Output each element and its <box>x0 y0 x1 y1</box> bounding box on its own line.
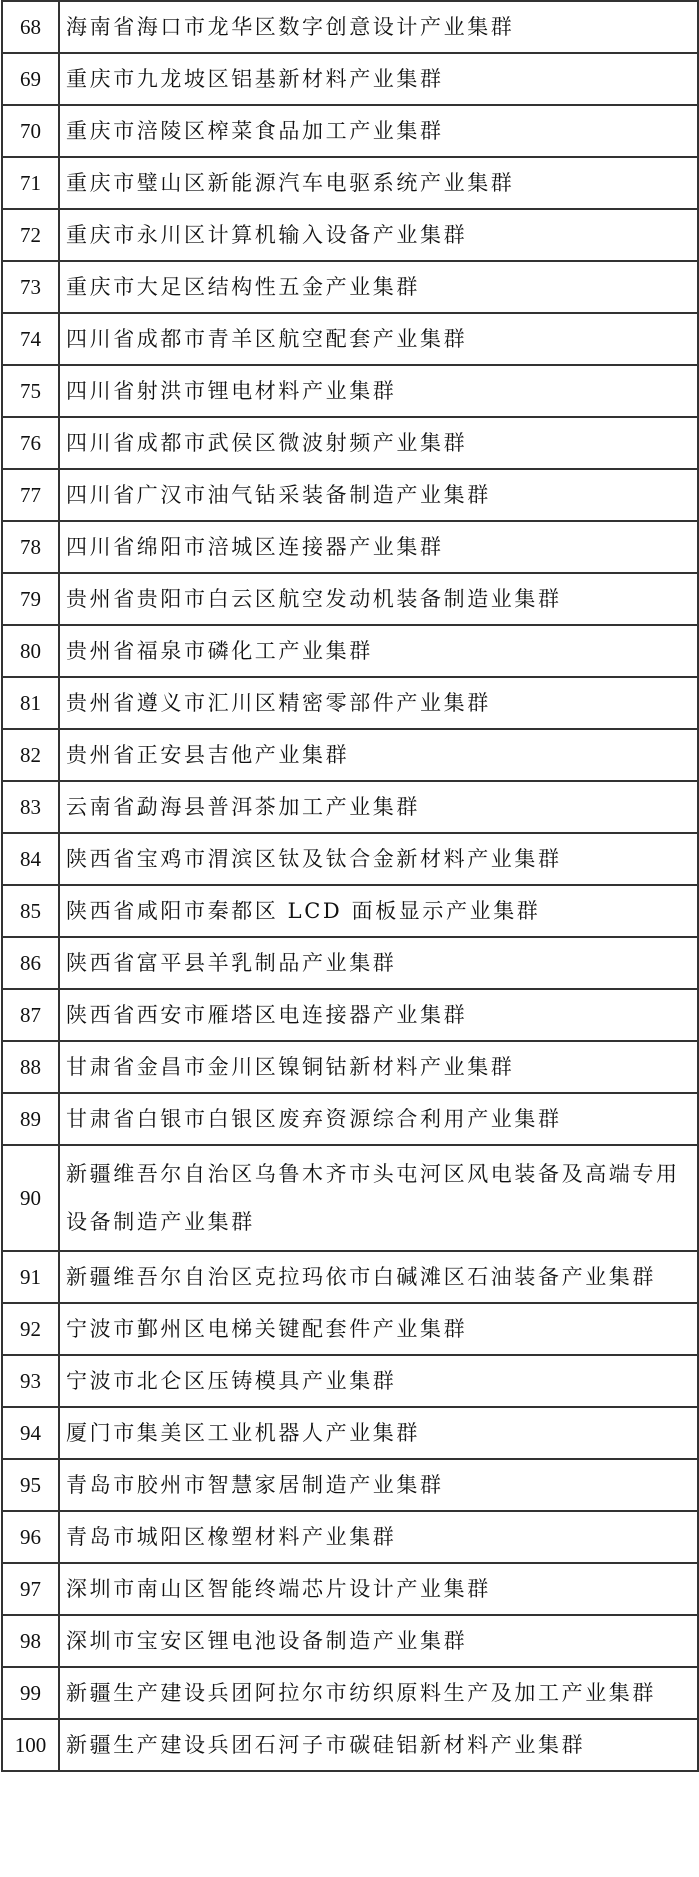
cluster-name: 贵州省正安县吉他产业集群 <box>59 729 698 781</box>
table-row <box>2 1041 698 1093</box>
row-number: 71 <box>2 157 59 209</box>
row-number: 88 <box>2 1041 59 1093</box>
row-number: 73 <box>2 261 59 313</box>
cluster-name: 四川省广汉市油气钻采装备制造产业集群 <box>59 469 698 521</box>
row-number: 85 <box>2 885 59 937</box>
table-row <box>2 1615 698 1667</box>
row-number: 99 <box>2 1667 59 1719</box>
cluster-name: 宁波市北仑区压铸模具产业集群 <box>59 1355 698 1407</box>
cluster-name: 贵州省福泉市磷化工产业集群 <box>59 625 698 677</box>
cluster-name: 四川省成都市武侯区微波射频产业集群 <box>59 417 698 469</box>
table-row <box>2 365 698 417</box>
row-number: 69 <box>2 53 59 105</box>
table-row <box>2 1355 698 1407</box>
table-row <box>2 1459 698 1511</box>
row-number: 74 <box>2 313 59 365</box>
row-number: 84 <box>2 833 59 885</box>
cluster-name: 云南省勐海县普洱茶加工产业集群 <box>59 781 698 833</box>
cluster-name: 甘肃省白银市白银区废弃资源综合利用产业集群 <box>59 1093 698 1145</box>
row-number: 80 <box>2 625 59 677</box>
row-number: 96 <box>2 1511 59 1563</box>
industry-cluster-table <box>1 0 699 1772</box>
cluster-name: 陕西省西安市雁塔区电连接器产业集群 <box>59 989 698 1041</box>
row-number: 86 <box>2 937 59 989</box>
row-number: 97 <box>2 1563 59 1615</box>
table-row <box>2 989 698 1041</box>
row-number: 79 <box>2 573 59 625</box>
table-row <box>2 1511 698 1563</box>
table-row <box>2 1093 698 1145</box>
cluster-name: 贵州省遵义市汇川区精密零部件产业集群 <box>59 677 698 729</box>
row-number: 100 <box>2 1719 59 1771</box>
table-body <box>2 1 698 1771</box>
row-number: 83 <box>2 781 59 833</box>
table-row <box>2 105 698 157</box>
table-row <box>2 833 698 885</box>
row-number: 92 <box>2 1303 59 1355</box>
cluster-name: 贵州省贵阳市白云区航空发动机装备制造业集群 <box>59 573 698 625</box>
table-row <box>2 677 698 729</box>
cluster-name: 甘肃省金昌市金川区镍铜钴新材料产业集群 <box>59 1041 698 1093</box>
table-row <box>2 1145 698 1251</box>
cluster-name: 厦门市集美区工业机器人产业集群 <box>59 1407 698 1459</box>
cluster-name: 陕西省富平县羊乳制品产业集群 <box>59 937 698 989</box>
table-row <box>2 573 698 625</box>
table-row <box>2 1563 698 1615</box>
table-row <box>2 625 698 677</box>
table-row <box>2 781 698 833</box>
table-row <box>2 729 698 781</box>
table-row <box>2 209 698 261</box>
row-number: 77 <box>2 469 59 521</box>
row-number: 70 <box>2 105 59 157</box>
cluster-name: 深圳市宝安区锂电池设备制造产业集群 <box>59 1615 698 1667</box>
table-row <box>2 1303 698 1355</box>
row-number: 68 <box>2 1 59 53</box>
cluster-name: 重庆市大足区结构性五金产业集群 <box>59 261 698 313</box>
cluster-name: 新疆维吾尔自治区克拉玛依市白碱滩区石油装备产业集群 <box>59 1251 698 1303</box>
table-row <box>2 313 698 365</box>
table-row <box>2 469 698 521</box>
cluster-name: 四川省射洪市锂电材料产业集群 <box>59 365 698 417</box>
cluster-name: 新疆维吾尔自治区乌鲁木齐市头屯河区风电装备及高端专用设备制造产业集群 <box>59 1145 698 1251</box>
row-number: 91 <box>2 1251 59 1303</box>
cluster-name: 青岛市胶州市智慧家居制造产业集群 <box>59 1459 698 1511</box>
cluster-name: 重庆市璧山区新能源汽车电驱系统产业集群 <box>59 157 698 209</box>
cluster-name: 新疆生产建设兵团石河子市碳硅铝新材料产业集群 <box>59 1719 698 1771</box>
cluster-name: 宁波市鄞州区电梯关键配套件产业集群 <box>59 1303 698 1355</box>
row-number: 98 <box>2 1615 59 1667</box>
row-number: 72 <box>2 209 59 261</box>
table-row <box>2 937 698 989</box>
row-number: 90 <box>2 1145 59 1251</box>
cluster-name: 重庆市九龙坡区铝基新材料产业集群 <box>59 53 698 105</box>
row-number: 87 <box>2 989 59 1041</box>
table-row <box>2 157 698 209</box>
row-number: 81 <box>2 677 59 729</box>
table-row <box>2 261 698 313</box>
table-row <box>2 1 698 53</box>
row-number: 76 <box>2 417 59 469</box>
cluster-name: 新疆生产建设兵团阿拉尔市纺织原料生产及加工产业集群 <box>59 1667 698 1719</box>
row-number: 94 <box>2 1407 59 1459</box>
table-row <box>2 1719 698 1771</box>
row-number: 93 <box>2 1355 59 1407</box>
cluster-name: 陕西省宝鸡市渭滨区钛及钛合金新材料产业集群 <box>59 833 698 885</box>
row-number: 82 <box>2 729 59 781</box>
table-row <box>2 1251 698 1303</box>
cluster-name: 海南省海口市龙华区数字创意设计产业集群 <box>59 1 698 53</box>
cluster-name: 陕西省咸阳市秦都区 LCD 面板显示产业集群 <box>59 885 698 937</box>
table-row <box>2 885 698 937</box>
row-number: 75 <box>2 365 59 417</box>
cluster-name: 青岛市城阳区橡塑材料产业集群 <box>59 1511 698 1563</box>
cluster-name: 四川省绵阳市涪城区连接器产业集群 <box>59 521 698 573</box>
cluster-name: 深圳市南山区智能终端芯片设计产业集群 <box>59 1563 698 1615</box>
row-number: 89 <box>2 1093 59 1145</box>
table-row <box>2 1667 698 1719</box>
cluster-name: 重庆市涪陵区榨菜食品加工产业集群 <box>59 105 698 157</box>
cluster-name: 四川省成都市青羊区航空配套产业集群 <box>59 313 698 365</box>
table-row <box>2 1407 698 1459</box>
table-row <box>2 417 698 469</box>
table-row <box>2 521 698 573</box>
cluster-name: 重庆市永川区计算机输入设备产业集群 <box>59 209 698 261</box>
table-row <box>2 53 698 105</box>
row-number: 78 <box>2 521 59 573</box>
row-number: 95 <box>2 1459 59 1511</box>
